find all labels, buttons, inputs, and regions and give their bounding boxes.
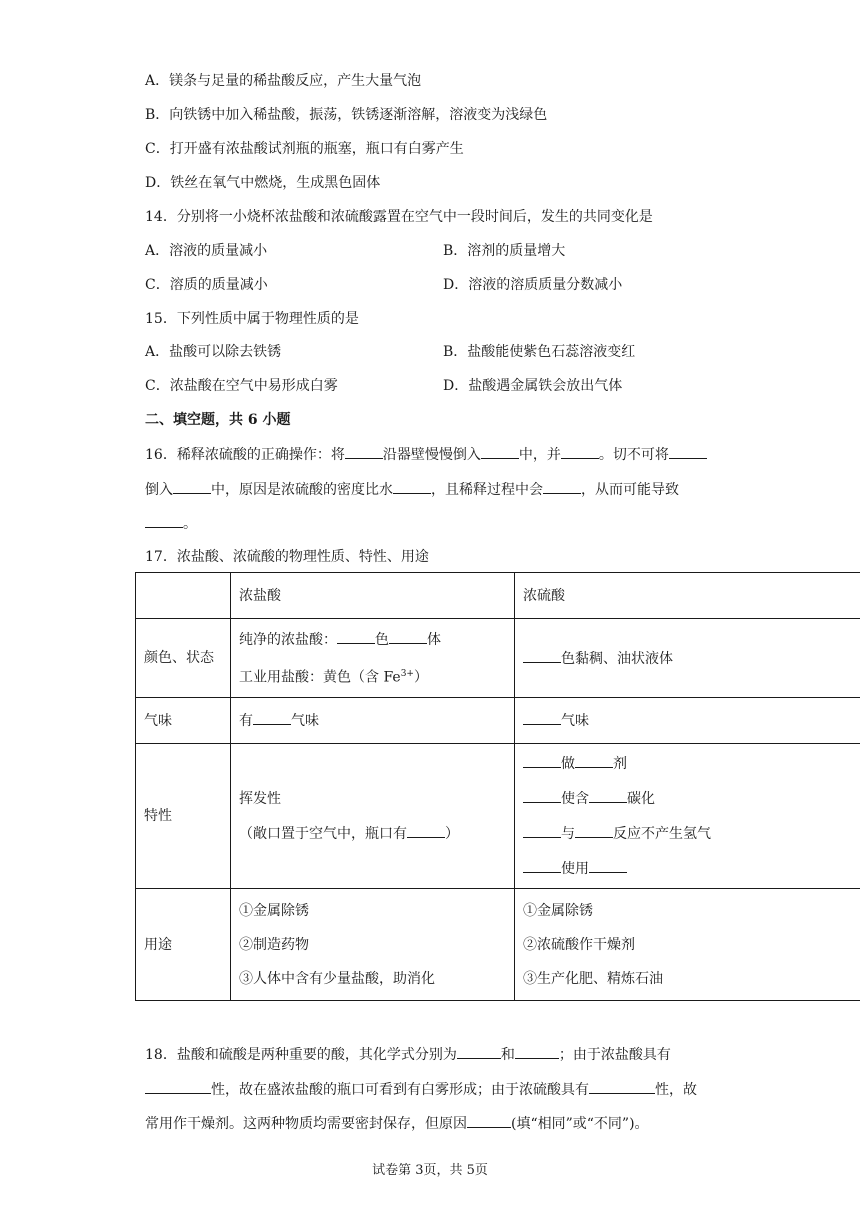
cell-text: 有 <box>239 713 253 729</box>
table-row-color-state <box>136 619 860 698</box>
q18-text: 常用作干燥剂。这两种物质均需要密封保存，但原因 <box>145 1116 467 1132</box>
q15-option-c: C．浓盐酸在空气中易形成白雾 <box>145 378 338 394</box>
answer-blank[interactable] <box>345 444 383 459</box>
table-row-smell <box>136 698 860 744</box>
table-row-property <box>136 744 860 889</box>
answer-blank[interactable] <box>523 788 561 803</box>
q16-line-3 <box>145 513 197 534</box>
q17-stem: 17．浓盐酸、浓硫酸的物理性质、特性、用途 <box>145 549 429 565</box>
q15-stem: 15．下列性质中属于物理性质的是 <box>145 311 359 327</box>
cell-text: ） <box>413 669 428 686</box>
answer-blank[interactable] <box>515 1044 559 1059</box>
cell-h2so4-color-state <box>515 619 860 698</box>
table-header-empty <box>136 573 231 619</box>
answer-blank[interactable] <box>523 858 561 873</box>
row-label: 气味 <box>136 698 231 744</box>
cell-text: 体 <box>427 631 441 648</box>
cell-text: 反应不产生氢气 <box>613 826 711 842</box>
answer-blank[interactable] <box>523 753 561 768</box>
cell-text: 色黏稠、油状液体 <box>561 650 673 667</box>
cell-h2so4-use <box>515 889 860 1001</box>
cell-hcl-color-state <box>231 619 515 698</box>
table-header-h2so4: 浓硫酸 <box>515 573 860 619</box>
q18-text: 18．盐酸和硫酸是两种重要的酸，其化学式分别为 <box>145 1047 457 1063</box>
answer-blank[interactable] <box>145 513 183 528</box>
table-header-row <box>136 573 860 619</box>
cell-text: 碳化 <box>627 791 655 807</box>
cell-text: ②浓硫酸作干燥剂 <box>523 936 635 953</box>
answer-blank[interactable] <box>575 753 613 768</box>
q18-text: 性，故在盛浓盐酸的瓶口可看到有白雾形成；由于浓硫酸具有 <box>211 1082 589 1098</box>
q16-text: ，从而可能导致 <box>581 482 679 498</box>
q16-text: 倒入 <box>145 482 173 498</box>
answer-blank[interactable] <box>457 1044 501 1059</box>
q16-line-1 <box>145 444 707 465</box>
q16-text: 中，并 <box>518 447 561 463</box>
answer-blank[interactable] <box>173 479 211 494</box>
cell-text: ③生产化肥、精炼石油 <box>523 970 663 987</box>
table-row-use <box>136 889 860 1001</box>
cell-text: 使用 <box>561 861 589 877</box>
q16-text: 。 <box>183 516 197 532</box>
cell-text: ②制造药物 <box>239 936 309 953</box>
cell-text: 工业用盐酸：黄色（含 Fe <box>239 669 401 686</box>
q14-option-d: D．溶液的溶质质量分数减小 <box>443 277 623 293</box>
cell-text: ） <box>445 825 459 842</box>
cell-text: ①金属除锈 <box>523 902 593 919</box>
q15-option-d: D．盐酸遇金属铁会放出气体 <box>443 378 623 394</box>
answer-blank[interactable] <box>589 788 627 803</box>
cell-text: ③人体中含有少量盐酸，助消化 <box>239 970 435 987</box>
answer-blank[interactable] <box>561 444 599 459</box>
cell-hcl-use <box>231 889 515 1001</box>
answer-blank[interactable] <box>669 444 707 459</box>
cell-text: 使含 <box>561 791 589 807</box>
q15-option-b: B．盐酸能使紫色石蕊溶液变红 <box>443 344 636 360</box>
cell-text: ①金属除锈 <box>239 902 309 919</box>
cell-text: 做 <box>561 756 575 772</box>
q13-option-c: C．打开盛有浓盐酸试剂瓶的瓶塞，瓶口有白雾产生 <box>145 141 464 157</box>
q15-option-a: A．盐酸可以除去铁锈 <box>145 344 282 360</box>
answer-blank[interactable] <box>145 1079 211 1094</box>
cell-text: 气味 <box>561 713 589 729</box>
q16-text: ，且稀释过程中会 <box>431 482 543 498</box>
q18-text: (填“相同”或“不同”)。 <box>511 1116 649 1132</box>
acid-properties-table <box>135 572 860 1001</box>
q14-stem: 14．分别将一小烧杯浓盐酸和浓硫酸露置在空气中一段时间后，发生的共同变化是 <box>145 209 653 225</box>
cell-text: 挥发性 <box>239 790 281 807</box>
q13-option-b: B．向铁锈中加入稀盐酸，振荡，铁锈逐渐溶解，溶液变为浅绿色 <box>145 107 548 123</box>
q13-option-d: D．铁丝在氧气中燃烧，生成黑色固体 <box>145 175 381 191</box>
q14-option-c: C．溶质的质量减小 <box>145 277 268 293</box>
answer-blank[interactable] <box>575 823 613 838</box>
q18-text: 性，故 <box>655 1082 697 1098</box>
answer-blank[interactable] <box>523 710 561 725</box>
answer-blank[interactable] <box>543 479 581 494</box>
q14-option-a: A．溶液的质量减小 <box>145 243 268 259</box>
q18-line-3 <box>145 1113 649 1134</box>
cell-hcl-property <box>231 744 515 889</box>
page-footer: 试卷第 3页，共 5页 <box>372 1163 488 1178</box>
q16-line-2 <box>145 479 679 500</box>
section-heading: 二、填空题，共 6 小题 <box>145 412 291 428</box>
answer-blank[interactable] <box>589 1079 655 1094</box>
q16-text: 。切不可将 <box>598 447 669 463</box>
cell-text: 色 <box>375 631 389 648</box>
q18-text: 和 <box>500 1047 515 1063</box>
cell-text: 气味 <box>291 713 319 729</box>
answer-blank[interactable] <box>407 823 445 838</box>
q18-text: ；由于浓盐酸具有 <box>558 1047 671 1063</box>
q13-option-a: A．镁条与足量的稀盐酸反应，产生大量气泡 <box>145 73 422 89</box>
row-label: 用途 <box>136 889 231 1001</box>
q14-option-b: B．溶剂的质量增大 <box>443 243 566 259</box>
cell-text: 纯净的浓盐酸： <box>239 631 337 648</box>
row-label: 颜色、状态 <box>136 619 231 698</box>
answer-blank[interactable] <box>467 1113 511 1128</box>
cell-h2so4-property <box>515 744 860 889</box>
q18-line-1 <box>145 1044 671 1065</box>
answer-blank[interactable] <box>253 710 291 725</box>
superscript: 3+ <box>400 668 414 679</box>
cell-text: 与 <box>561 826 575 842</box>
answer-blank[interactable] <box>389 629 427 644</box>
table-header-hcl: 浓盐酸 <box>231 573 515 619</box>
q16-text: 中，原因是浓硫酸的密度比水 <box>211 482 393 498</box>
cell-text: （敞口置于空气中，瓶口有 <box>239 825 407 842</box>
answer-blank[interactable] <box>393 479 431 494</box>
answer-blank[interactable] <box>523 648 561 663</box>
q16-text: 16．稀释浓硫酸的正确操作：将 <box>145 447 345 463</box>
cell-hcl-smell <box>231 698 515 744</box>
cell-h2so4-smell <box>515 698 860 744</box>
answer-blank[interactable] <box>589 858 627 873</box>
row-label: 特性 <box>136 744 231 889</box>
answer-blank[interactable] <box>337 629 375 644</box>
q16-text: 沿器壁慢慢倒入 <box>382 447 481 463</box>
cell-text: 剂 <box>613 756 627 772</box>
q18-line-2 <box>145 1079 697 1100</box>
answer-blank[interactable] <box>523 823 561 838</box>
answer-blank[interactable] <box>481 444 519 459</box>
